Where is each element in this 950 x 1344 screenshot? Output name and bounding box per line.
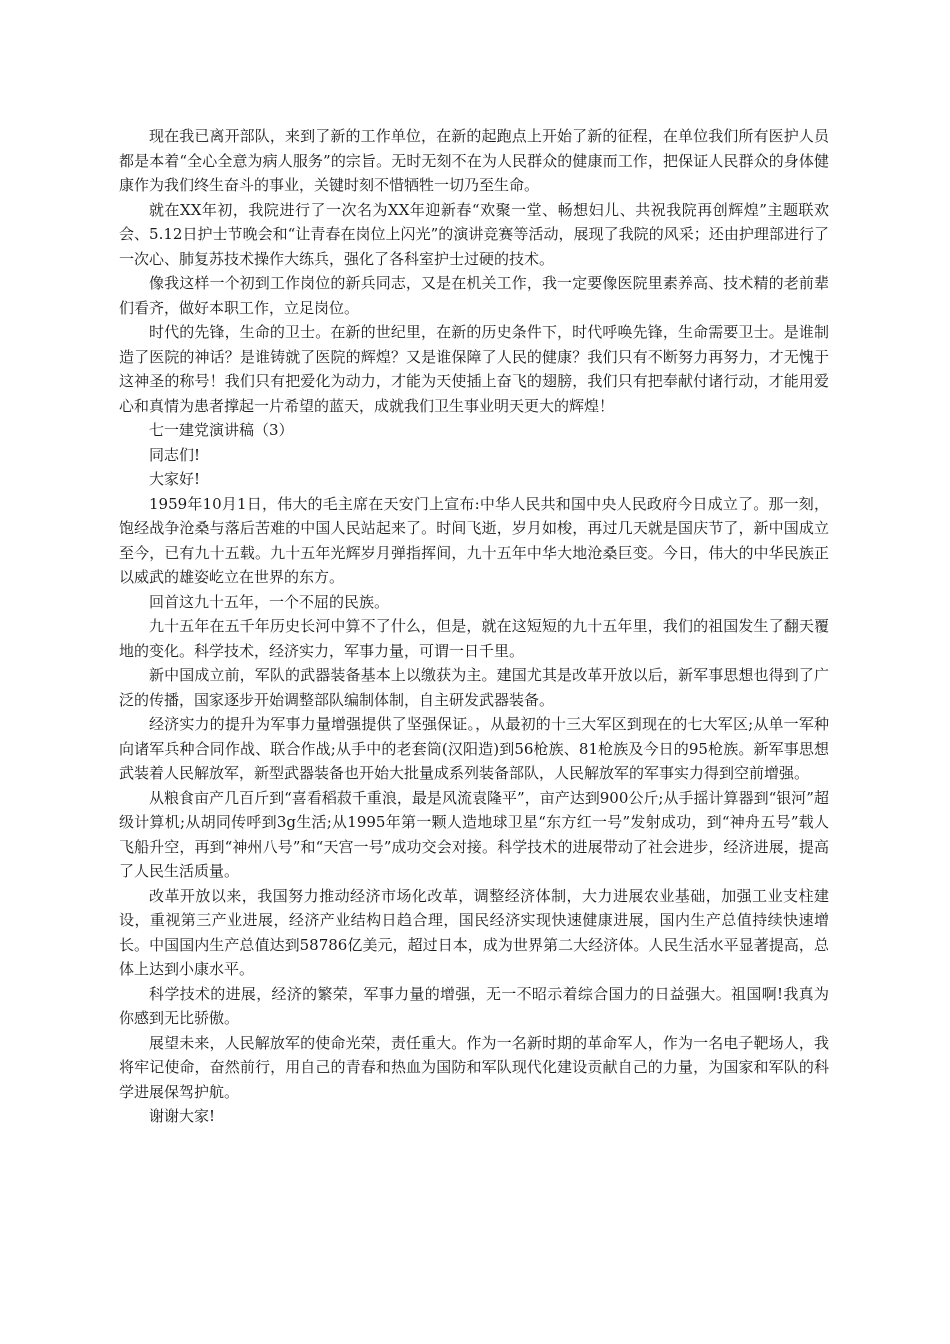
closing: 谢谢大家! <box>149 1107 216 1125</box>
paragraph: 回首这九十五年，一个不屈的民族。 <box>149 592 390 611</box>
salutation: 同志们! <box>149 445 201 464</box>
paragraph: 九十五年在五千年历史长河中算不了什么，但是，就在这短短的九十五年里，我们的祖国发生了翻天覆地的变化。科学技术，经济实力，军事力量，可谓一日千里。 <box>119 617 829 660</box>
paragraph: 经济实力的提升为军事力量增强提供了坚强保证。，从最初的十三大军区到现在的七大军区;从单一军种向诸军兵种合同作战、联合作战;从手中的老套筒(汉阳造)到56枪族、81枪族及今日的95枪族。新军事思想武装着人民解放军，新型武器装备也开始大批量成系列装备部队，人民解放军的军事实力得到空前增强。 <box>119 715 829 782</box>
paragraph: 从粮食亩产几百斤到“喜看稻菽千重浪，最是风流袁隆平”，亩产达到900公斤;从手摇计算器到“银河”超级计算机;从胡同传呼到3g生活;从1995年第一颗人造地球卫星“东方红一号”发射成功，到“神舟五号”载人飞船升空，再到“神州八号”和“天宫一号”成功交会对接。科学技术的进展带动了社会进步，经济进展，提高了人民生活质量。 <box>119 788 829 880</box>
greeting: 大家好! <box>149 470 201 488</box>
paragraph: 时代的先锋，生命的卫士。在新的世纪里，在新的历史条件下，时代呼唤先锋，生命需要卫士。是谁制造了医院的神话？是谁铸就了医院的辉煌？又是谁保障了人民的健康？我们只有不断努力再努力，才无愧于这神圣的称号！我们只有把爱化为动力，才能为天使插上奋飞的翅膀，我们只有把奉献付诸行动，才能用爱心和真情为患者撑起一片希望的蓝天，成就我们卫生事业明天更大的辉煌！ <box>119 323 829 415</box>
paragraph: 就在XX年初，我院进行了一次名为XX年迎新春“欢聚一堂、畅想妇儿、共祝我院再创辉煌”主题联欢会、5.12日护士节晚会和“让青春在岗位上闪光”的演讲竞赛等活动，展现了我院的风采；还由护理部进行了一次心、肺复苏技术操作大练兵，强化了各科室护士过硬的技术。 <box>119 200 829 268</box>
paragraph: 展望未来，人民解放军的使命光荣，责任重大。作为一名新时期的革命军人，作为一名电子靶场人，我将牢记使命，奋然前行，用自己的青春和热血为国防和军队现代化建设贡献自己的力量，为国家和军队的科学进展保驾护航。 <box>119 1033 829 1101</box>
paragraph: 改革开放以来，我国努力推动经济市场化改革，调整经济体制，大力进展农业基础，加强工业支柱建设，重视第三产业进展，经济产业结构日趋合理，国民经济实现快速健康进展，国内生产总值持续快速增长。中国国内生产总值达到58786亿美元，超过日本，成为世界第二大经济体。人民生活水平显著提高，总体上达到小康水平。 <box>119 886 829 978</box>
document-body <box>119 124 829 1129</box>
paragraph: 科学技术的进展，经济的繁荣，军事力量的增强，无一不昭示着综合国力的日益强大。祖国啊!我真为你感到无比骄傲。 <box>119 984 829 1027</box>
paragraph: 现在我已离开部队，来到了新的工作单位，在新的起跑点上开始了新的征程，在单位我们所有医护人员都是本着“全心全意为病人服务”的宗旨。无时无刻不在为人民群众的健康而工作，把保证人民群众的身体健康作为我们终生奋斗的事业，关键时刻不惜牺牲一切乃至生命。 <box>119 127 829 194</box>
paragraph: 像我这样一个初到工作岗位的新兵同志，又是在机关工作，我一定要像医院里素养高、技术精的老前辈们看齐，做好本职工作，立足岗位。 <box>119 274 829 317</box>
section-heading: 七一建党演讲稿（3） <box>149 421 294 439</box>
paragraph: 1959年10月1日，伟大的毛主席在天安门上宣布:中华人民共和国中央人民政府今日成立了。那一刻，饱经战争沧桑与落后苦难的中国人民站起来了。时间飞逝，岁月如梭，再过几天就是国庆节了，新中国成立至今，已有九十五载。九十五年光辉岁月弹指挥间，九十五年中华大地沧桑巨变。今日，伟大的中华民族正以威武的雄姿屹立在世界的东方。 <box>119 494 829 586</box>
paragraph: 新中国成立前，军队的武器装备基本上以缴获为主。建国尤其是改革开放以后，新军事思想也得到了广泛的传播，国家逐步开始调整部队编制体制，自主研发武器装备。 <box>119 666 829 709</box>
